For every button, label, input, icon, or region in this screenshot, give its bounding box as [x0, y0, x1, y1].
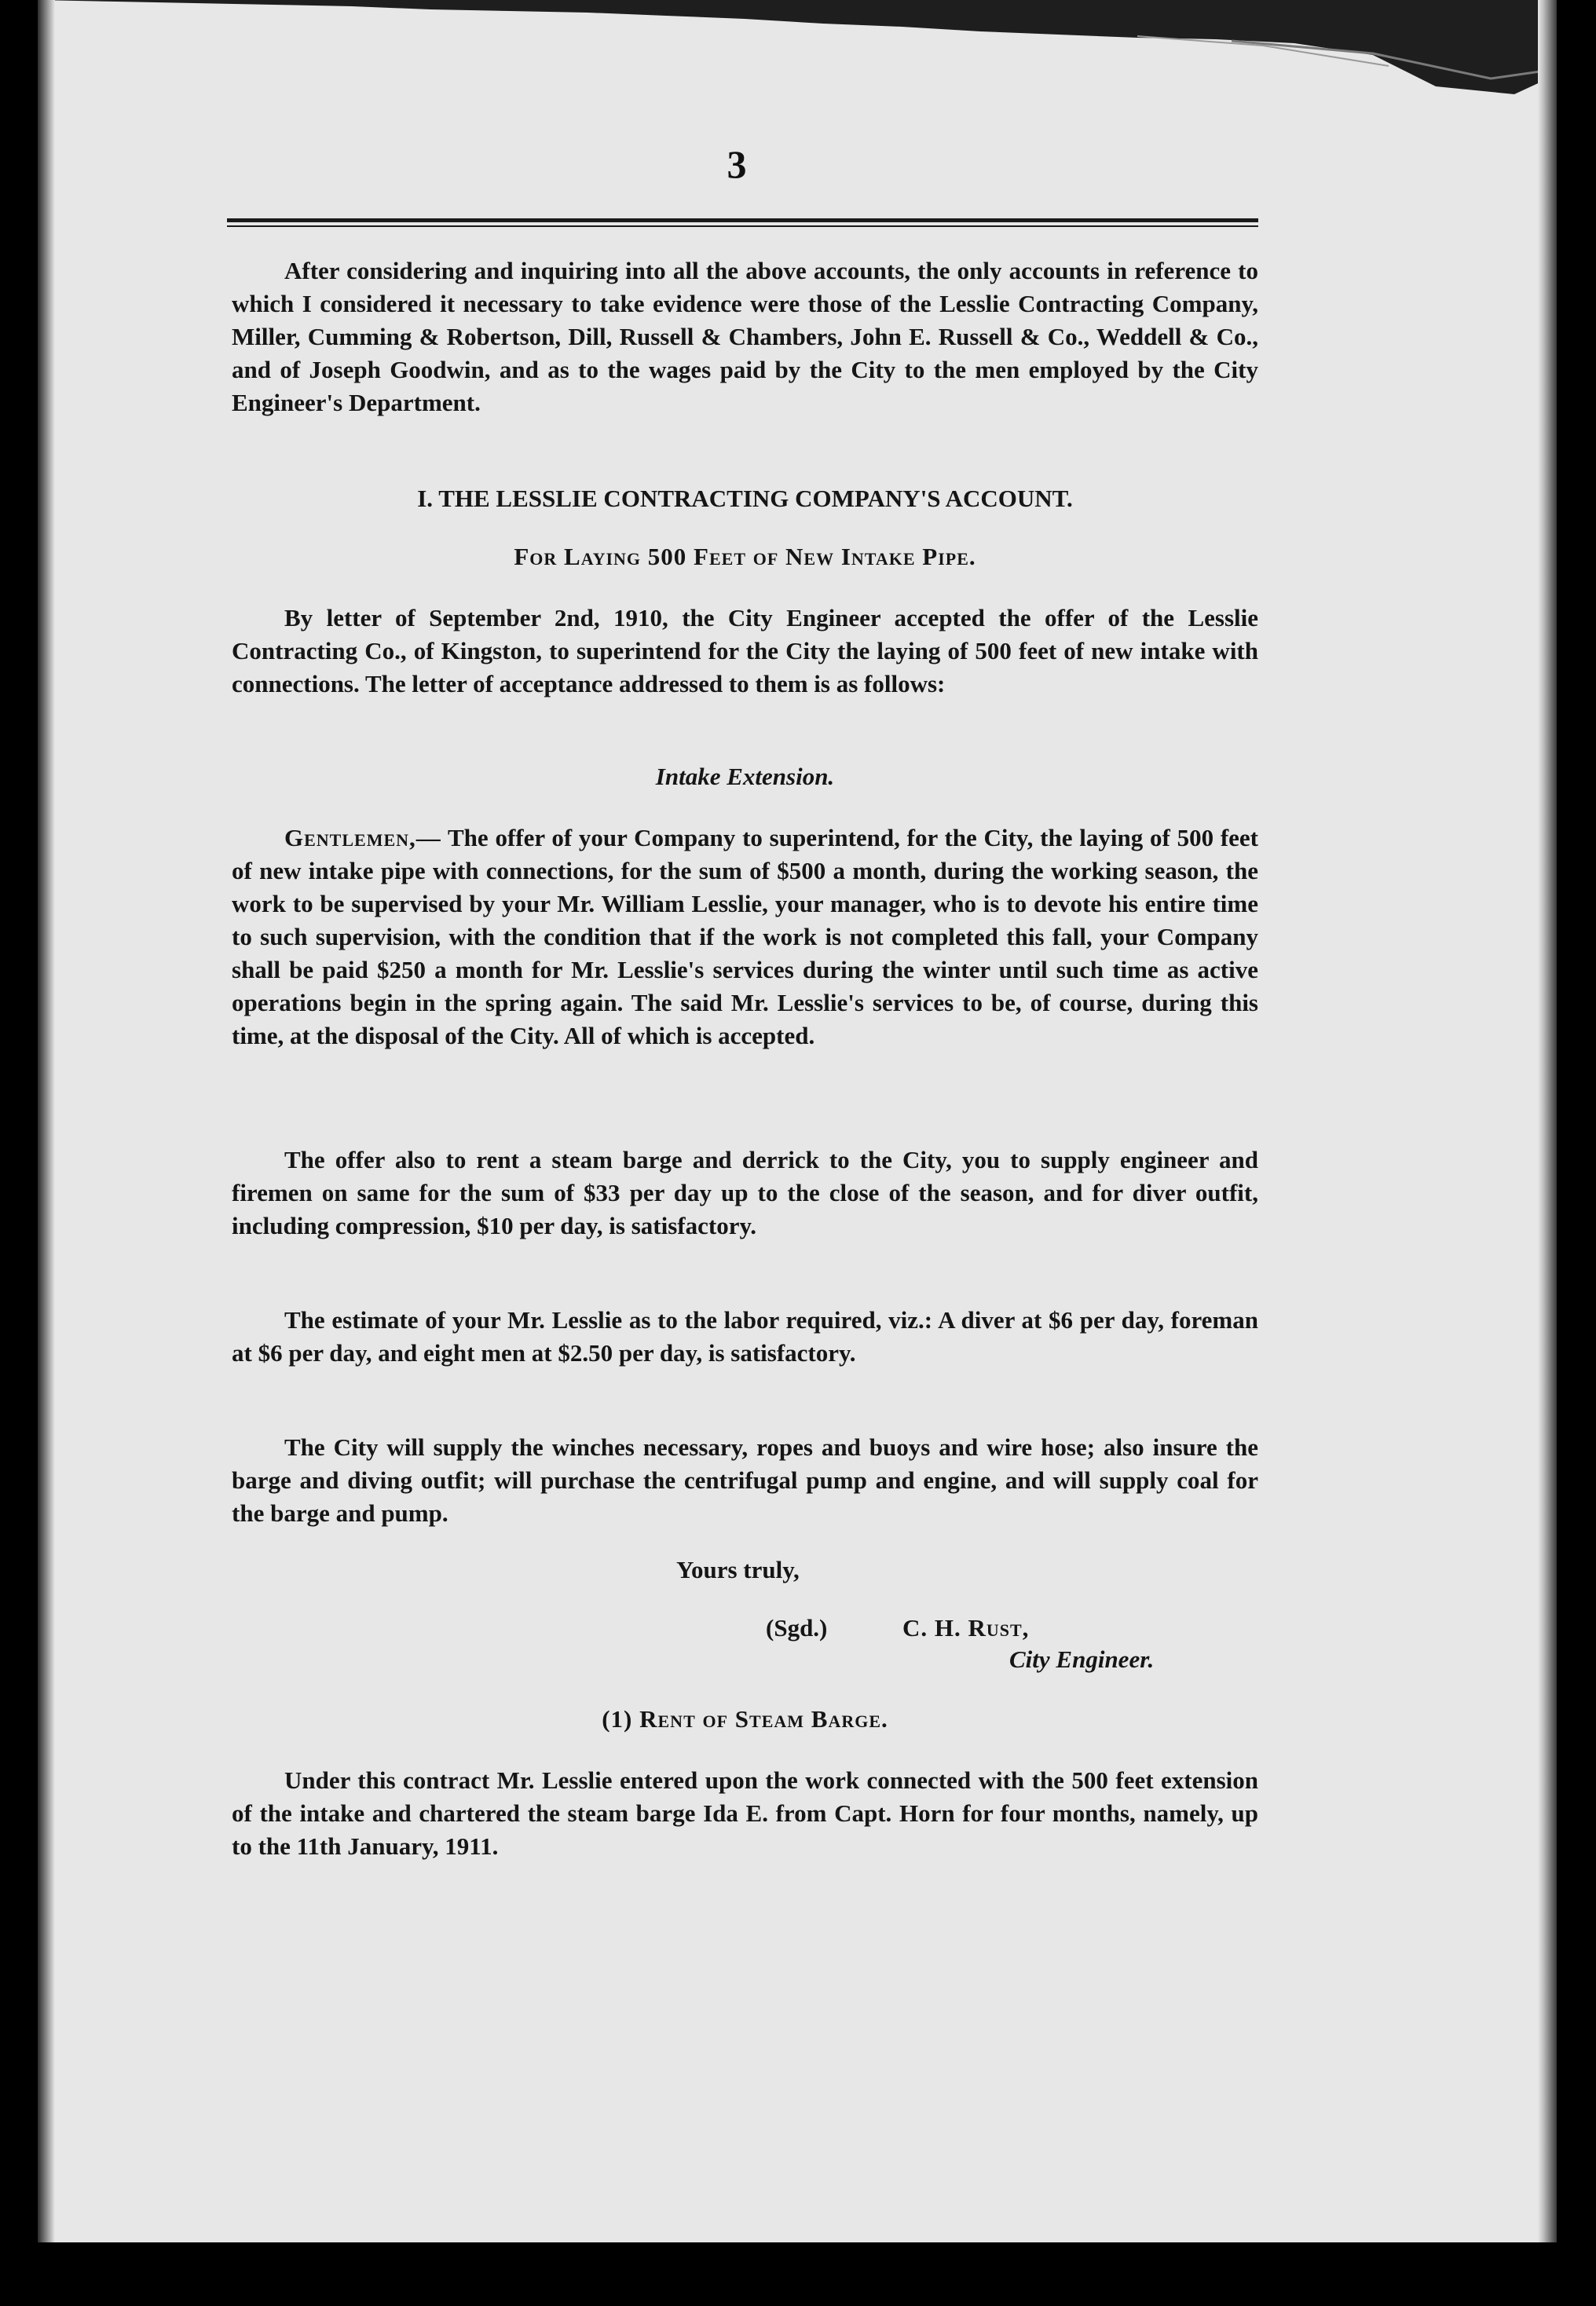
- left-edge-shadow: [38, 0, 55, 2242]
- letter-title: Intake Extension.: [655, 763, 835, 790]
- signer-title: City Engineer.: [1009, 1645, 1155, 1673]
- letter-body-paragraph-3: The estimate of your Mr. Lesslie as to the labor required, viz.: A diver at $6 per day, foreman at $6 per day, and eight men at $2.50 per day, is satisfactory.: [232, 1306, 1258, 1367]
- closing: Yours truly,: [676, 1556, 800, 1583]
- signer-name: C. H. Rust,: [902, 1614, 1030, 1642]
- letter-body-text-1: The offer of your Company to superintend, for the City, the laying of 500 feet of new intake pipe with connections, for the sum of $500 a month, during the working season, the work to be supervised by your Mr. William Lesslie, your manager, who is to devote his entire time to such supervision, with the condition that if the work is not completed this fall, your Company shall be paid $250 a month for Mr. Lesslie's services during the winter until such time as active operations begin in the spring again. The said Mr. Lesslie's services to be, of course, during this time, at the disposal of the City. All of which is accepted.: [232, 824, 1258, 1049]
- signed-marker: (Sgd.): [766, 1614, 828, 1642]
- letter-intro-paragraph: By letter of September 2nd, 1910, the City Engineer accepted the offer of the Lesslie Contracting Co., of Kingston, to superintend for the City the laying of 500 feet of new intake with connections. The letter of acceptance addressed to them is as follows:: [232, 604, 1258, 697]
- letter-body-paragraph-4: The City will supply the winches necessary, ropes and buoys and wire hose; also insure the barge and diving outfit; will purchase the centrifugal pump and engine, and will supply coal for the barge and pump.: [232, 1433, 1258, 1527]
- subsection-heading: (1) Rent of Steam Barge.: [602, 1705, 888, 1733]
- page-number: 3: [727, 142, 747, 186]
- subheading: For Laying 500 Feet of New Intake Pipe.: [514, 543, 976, 570]
- header-rule-thin: [227, 225, 1258, 227]
- letter-body-paragraph-2: The offer also to rent a steam barge and derrick to the City, you to supply engineer and firemen on same for the sum of $33 per day up to the close of the season, and for diver outfit, including compression, $10 per day, is satisfactory.: [232, 1146, 1258, 1239]
- header-rule: [227, 218, 1258, 222]
- right-edge-shadow: [1538, 0, 1557, 2242]
- section-heading: I. THE LESSLIE CONTRACTING COMPANY'S ACCOUNT.: [417, 485, 1073, 512]
- letter-body-paragraph-1: [232, 822, 1258, 1052]
- document-page: [38, 0, 1557, 2242]
- intro-paragraph: After considering and inquiring into all the above accounts, the only accounts in reference to which I considered it necessary to take evidence were those of the Lesslie Contracting Company, Miller, Cumming & Robertson, Dill, Russell & Chambers, John E. Russell & Co., Weddell & Co., and of Joseph Goodwin, and as to the wages paid by the City to the men employed by the City Engineer's Department.: [232, 257, 1258, 416]
- final-paragraph: Under this contract Mr. Lesslie entered upon the work connected with the 500 feet extension of the intake and chartered the steam barge Ida E. from Capt. Horn for four months, namely, up to the 11th January, 1911.: [232, 1766, 1258, 1860]
- salutation: Gentlemen,—: [284, 824, 441, 851]
- torn-top-edge: [38, 0, 1557, 118]
